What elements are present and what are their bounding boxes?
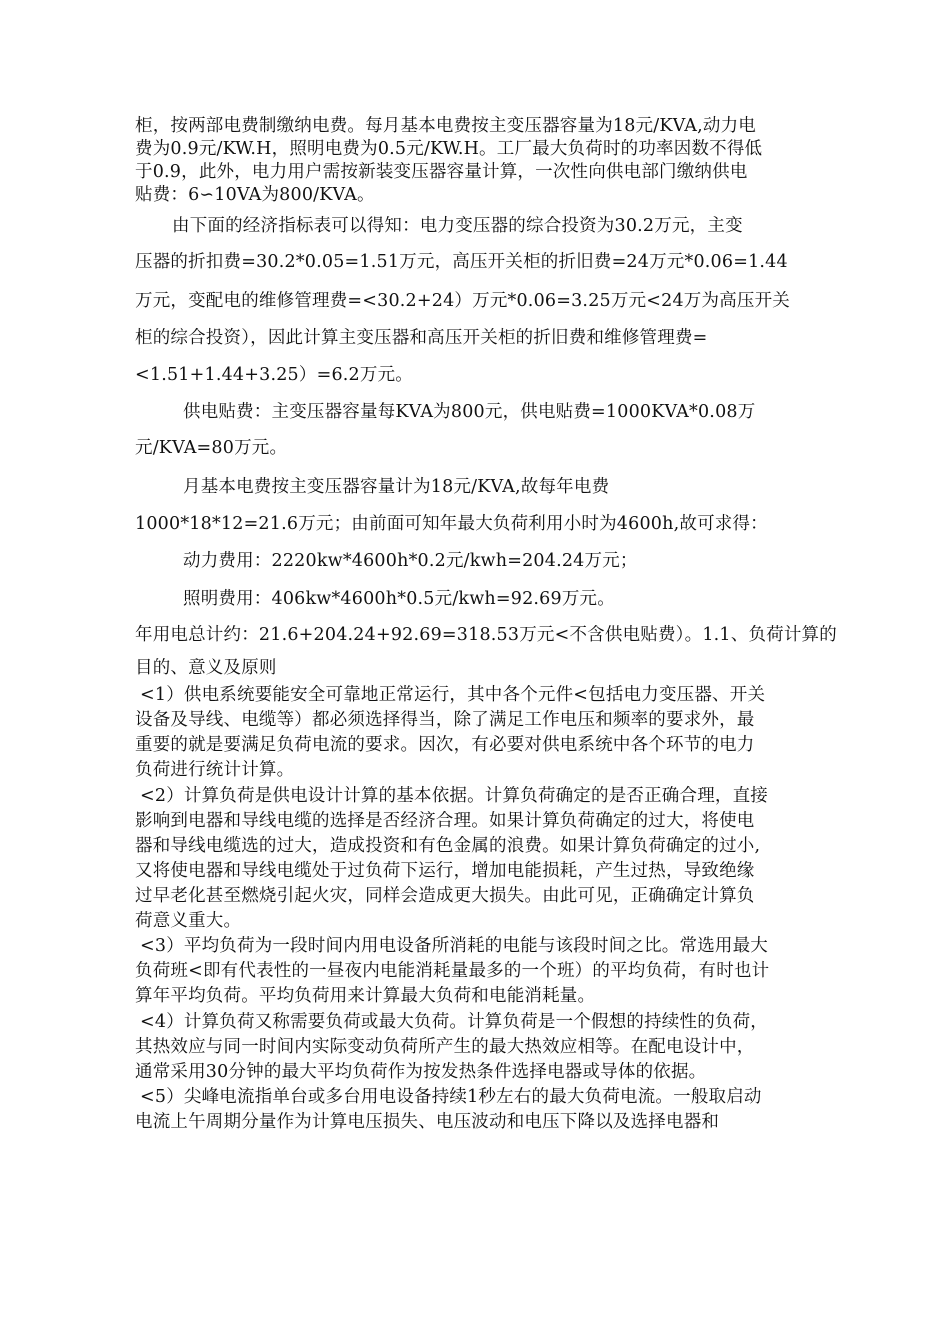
text-line: 目的、意义及原则 [135, 658, 277, 678]
text-line: <3）平均负荷为一段时间内用电设备所消耗的电能与该段时间之比。常选用最大 [140, 936, 768, 956]
text-line: 柜，按两部电费制缴纳电费。每月基本电费按主变压器容量为18元/KVA,动力电 [135, 116, 756, 136]
text-line: <1.51+1.44+3.25）=6.2万元。 [135, 365, 413, 385]
text-line: <2）计算负荷是供电设计计算的基本依据。计算负荷确定的是否正确合理，直接 [140, 786, 768, 806]
text-line: 于0.9，此外，电力用户需按新装变压器容量计算，一次性向供电部门缴纳供电 [135, 162, 748, 182]
text-line: 月基本电费按主变压器容量计为18元/KVA,故每年电费 [183, 477, 610, 497]
text-line: 负荷进行统计计算。 [135, 760, 295, 780]
text-line: 荷意义重大。 [135, 911, 242, 931]
text-line: 万元，变配电的维修管理费=<30.2+24）万元*0.06=3.25万元<24万为高压开关 [135, 291, 790, 311]
text-line: 过早老化甚至燃烧引起火灾，同样会造成更大损失。由此可见，正确确定计算负 [135, 886, 755, 906]
text-line: <4）计算负荷又称需要负荷或最大负荷。计算负荷是一个假想的持续性的负荷， [140, 1012, 768, 1032]
text-line: 压器的折扣费=30.2*0.05=1.51万元，高压开关柜的折旧费=24万元*0.06=1.44 [135, 252, 788, 272]
text-line: 元/KVA=80万元。 [135, 438, 288, 458]
text-line: 供电贴费：主变压器容量每KVA为800元，供电贴费=1000KVA*0.08万 [183, 402, 756, 422]
text-line: 费为0.9元/KW.H，照明电费为0.5元/KW.H。工厂最大负荷时的功率因数不得低 [135, 139, 763, 159]
text-line: <1）供电系统要能安全可靠地正常运行，其中各个元件<包括电力变压器、开关 [140, 685, 766, 705]
text-line: <5）尖峰电流指单台或多台用电设备持续1秒左右的最大负荷电流。一般取启动 [140, 1087, 762, 1107]
text-line: 年用电总计约：21.6+204.24+92.69=318.53万元<不含供电贴费）。1.1、负荷计算的 [135, 625, 837, 645]
text-line: 器和导线电缆选的过大，造成投资和有色金属的浪费。如果计算负荷确定的过小, [135, 836, 761, 856]
text-line: 影响到电器和导线电缆的选择是否经济合理。如果计算负荷确定的过大，将使电 [135, 811, 755, 831]
text-line: 贴费：6∽10VA为800/KVA。 [135, 185, 375, 205]
text-line: 动力费用：2220kw*4600h*0.2元/kwh=204.24万元； [183, 551, 638, 571]
text-line: 照明费用：406kw*4600h*0.5元/kwh=92.69万元。 [183, 589, 615, 609]
text-line: 电流上午周期分量作为计算电压损失、电压波动和电压下降以及选择电器和 [135, 1112, 720, 1132]
text-line: 通常采用30分钟的最大平均负荷作为按发热条件选择电器或导体的依据。 [135, 1062, 707, 1082]
text-line: 其热效应与同一时间内实际变动负荷所产生的最大热效应相等。在配电设计中， [135, 1037, 755, 1057]
text-line: 设备及导线、电缆等）都必须选择得当，除了满足工作电压和频率的要求外，最 [135, 710, 755, 730]
text-line: 1000*18*12=21.6万元；由前面可知年最大负荷利用小时为4600h,故可求得： [135, 514, 768, 534]
text-line: 又将使电器和导线电缆处于过负荷下运行，增加电能损耗，产生过热，导致绝缘 [135, 861, 755, 881]
text-line: 重要的就是要满足负荷电流的要求。因次，有必要对供电系统中各个环节的电力 [135, 735, 755, 755]
text-line: 由下面的经济指标表可以得知：电力变压器的综合投资为30.2万元，主变 [172, 216, 743, 236]
text-line: 负荷班<即有代表性的一昼夜内电能消耗量最多的一个班）的平均负荷，有时也计 [135, 961, 770, 981]
text-line: 柜的综合投资），因此计算主变压器和高压开关柜的折旧费和维修管理费= [135, 328, 708, 348]
text-line: 算年平均负荷。平均负荷用来计算最大负荷和电能消耗量。 [135, 986, 596, 1006]
